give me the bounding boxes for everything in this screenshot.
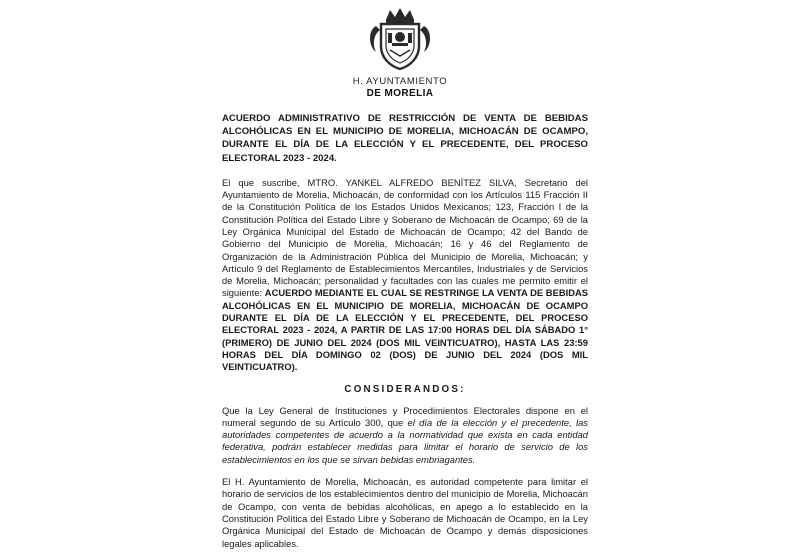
organization-name-line2: DE MORELIA (366, 88, 434, 99)
section-heading: CONSIDERANDOS: (344, 383, 466, 395)
considerando-paragraph-2: El H. Ayuntamiento de Morelia, Michoacán, es autoridad competente para limitar el horario de servicios de los establecimientos dentro del municipio de Morelia, Michoacán de Ocampo, con venta de bebidas alcohólicas, en apego a lo establecido en la Constitución Política del Estado Libre y Soberano de Michoacán de Ocampo, en la Ley Orgánica Municipal del Estado de Michoacán de Ocampo y demás disposiciones legales aplicables. (222, 476, 588, 549)
intro-text: El que suscribe, MTRO. YANKEL ALFREDO BENÍTEZ SILVA, Secretario del Ayuntamiento de Morelia, Michoacán, de conformidad con los Artículos 115 Fracción II de la Constitución Política de los Estados Unidos Mexicanos; 123, Fracción I de la Constitución Política del Estado Libre y Soberano de Michoacán de Ocampo; 69 de la Ley Orgánica Municipal del Estado de Michoacán de Ocampo; 42 del Bando de Gobierno del Municipio de Morelia, Michoacán; 16 y 46 del Reglamento de Organización de la Administración Pública del Municipio de Morelia, Michoacán; y Artículo 9 del Reglamento de Establecimientos Mercantiles, Industriales y de Servicios de Morelia, Michoacán; personalidad y facultades con las cuales me permito emitir el siguiente: (222, 176, 588, 299)
considerando-1-quote: el día de la elección y el precedente, las autoridades competentes de acuerdo a la normatividad que exista en cada entidad federativa, podrán establecer medidas para limitar el horario de servicio de los establecimientos en los que se sirvan bebidas embriagantes. (222, 416, 588, 465)
considerando-paragraph-1 (222, 405, 588, 466)
document-body (222, 112, 588, 560)
document-title: ACUERDO ADMINISTRATIVO DE RESTRICCIÓN DE VENTA DE BEBIDAS ALCOHÓLICAS EN EL MUNICIPIO DE MORELIA, MICHOACÁN DE OCAMPO, DURANTE EL DÍA DE LA ELECCIÓN Y EL PRECEDENTE, DEL PROCESO ELECTORAL 2023 - 2024. (222, 113, 588, 164)
organization-name-line1: H. AYUNTAMIENTO (352, 76, 448, 87)
intro-paragraph (222, 177, 588, 374)
considerando-1-text: Que la Ley General de Instituciones y Procedimientos Electorales dispone en el numeral segundo de su Artículo 300, que (222, 404, 588, 428)
intro-agreement-text: ACUERDO MEDIANTE EL CUAL SE RESTRINGE LA VENTA DE BEBIDAS ALCOHÓLICAS EN EL MUNICIPIO DE MORELIA, MICHOACÁN DE OCAMPO DURANTE EL DÍA DE LA ELECCIÓN Y EL PRECEDENTE, DEL PROCESO ELECTORAL 2023 - 2024, A PARTIR DE LAS 17:00 HORAS DEL DÍA SÁBADO 1° (PRIMERO) DE JUNIO DEL 2024 (DOS MIL VEINTICUATRO), HASTA LAS 23:59 HORAS DEL DÍA DOMINGO 02 (DOS) DE JUNIO DEL 2024 (DOS MIL VEINTICUATRO). (222, 287, 588, 373)
city-crest-logo (366, 6, 434, 72)
